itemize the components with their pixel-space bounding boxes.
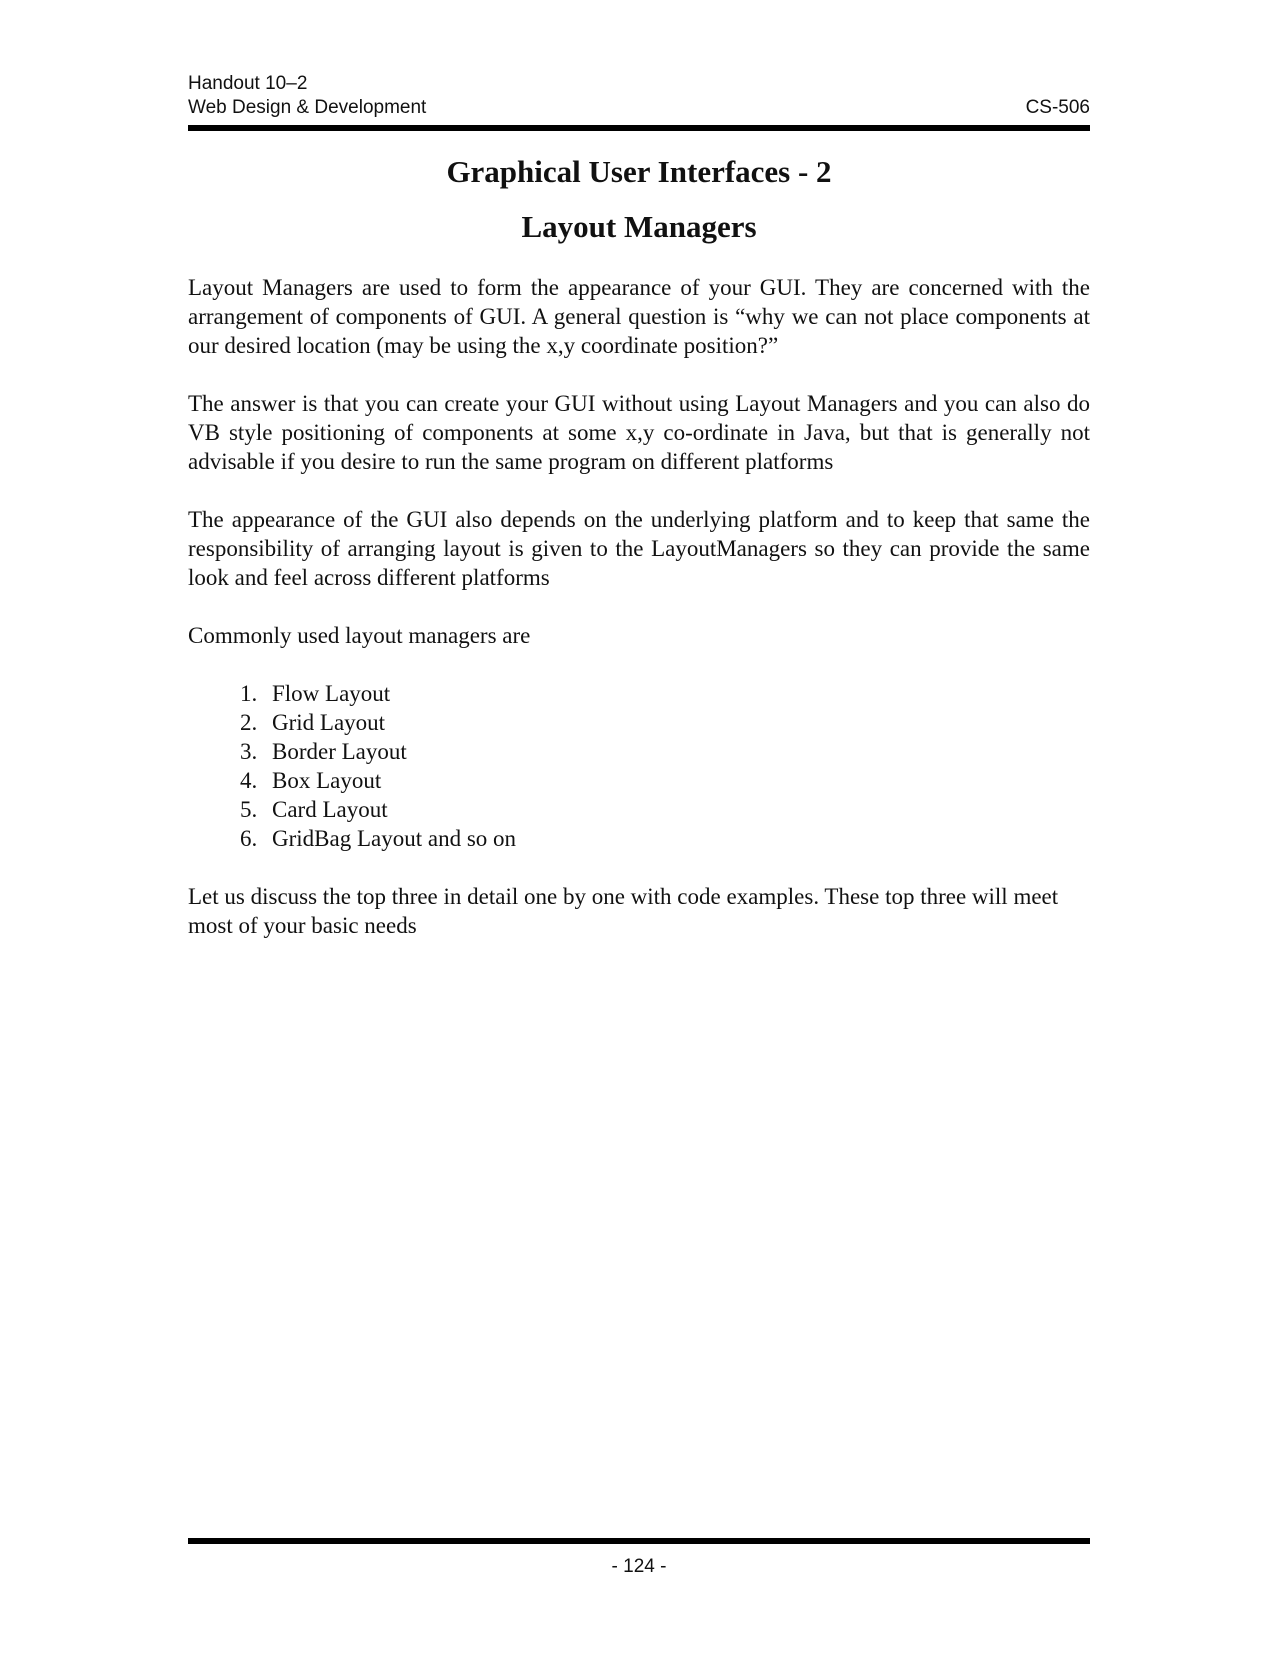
course-title: Web Design & Development (188, 97, 427, 118)
document-body (188, 273, 1090, 969)
list-item: 5. Card Layout (263, 795, 1090, 824)
paragraph-intro: Layout Managers are used to form the appearance of your GUI. They are concerned with the arrangement of components of GUI. A general question is “why we can not place components at our desired location (may be using the x,y coordinate position?” (188, 275, 1090, 358)
list-item: 3. Border Layout (263, 737, 1090, 766)
list-item: 1. Flow Layout (263, 679, 1090, 708)
header-row (188, 96, 1090, 120)
page-header (188, 72, 1090, 120)
paragraph-appearance: The appearance of the GUI also depends on the underlying platform and to keep that same the responsibility of arranging layout is given to the LayoutManagers so they can provide the same look and feel across different platforms (188, 507, 1090, 590)
page-number: - 124 - (611, 1556, 667, 1577)
document-title: Graphical User Interfaces - 2 (446, 154, 832, 189)
document-page (188, 0, 1090, 1656)
header-rule (188, 125, 1090, 131)
course-code: CS-506 (1025, 97, 1090, 118)
footer-rule (188, 1538, 1090, 1544)
paragraph-answer: The answer is that you can create your GUI without using Layout Managers and you can also do VB style positioning of components at some x,y co-ordinate in Java, but that is generally not advisable if you desire to run the same program on different platforms (188, 391, 1090, 474)
paragraph-closing: Let us discuss the top three in detail one by one with code examples. These top three will meet most of your basic needs (188, 884, 1059, 938)
list-item: 6. GridBag Layout and so on (263, 824, 1090, 853)
paragraph-list-intro: Commonly used layout managers are (188, 623, 531, 648)
list-item: 2. Grid Layout (263, 708, 1090, 737)
layout-managers-list (188, 679, 1090, 853)
section-title: Layout Managers (521, 209, 757, 244)
list-item: 4. Box Layout (263, 766, 1090, 795)
handout-label: Handout 10–2 (188, 73, 308, 94)
